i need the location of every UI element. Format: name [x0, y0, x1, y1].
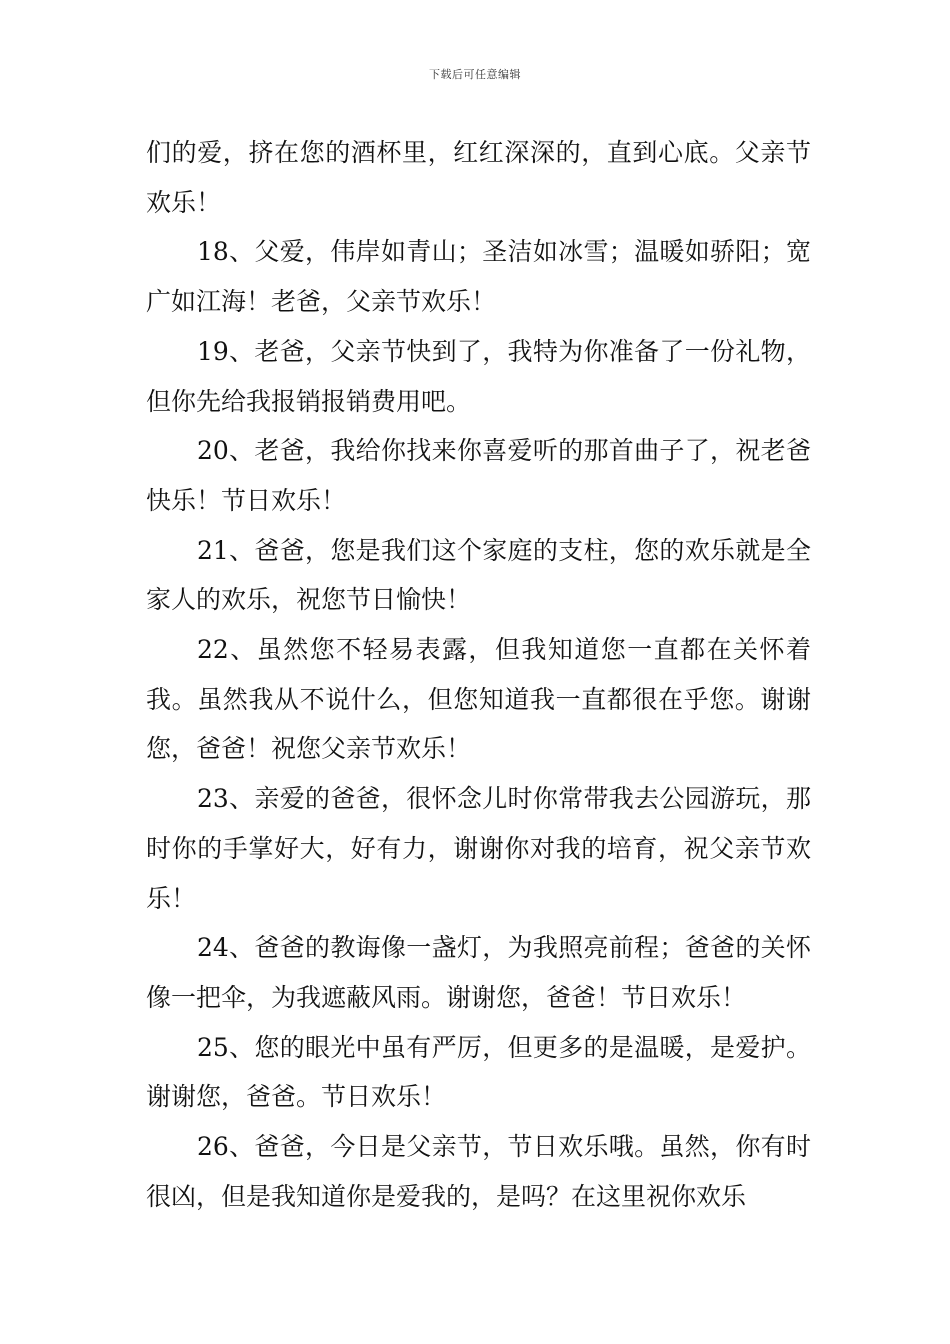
paragraph-intro-continuation: 们的爱，挤在您的酒杯里，红红深深的，直到心底。父亲节欢乐！ [146, 138, 811, 217]
paragraph-19: 19、老爸，父亲节快到了，我特为你准备了一份礼物，但你先给我报销报销费用吧。 [146, 336, 811, 416]
page-header: 下载后可任意编辑 [429, 68, 521, 81]
paragraph-18: 18、父爱，伟岸如青山；圣洁如冰雪；温暖如骄阳；宽广如江海！老爸，父亲节欢乐！ [146, 237, 811, 317]
paragraph-23: 23、亲爱的爸爸，很怀念儿时你常带我去公园游玩，那时你的手掌好大，好有力，谢谢你对我的培育，祝父亲节欢乐！ [146, 784, 811, 913]
paragraph-24: 24、爸爸的教诲像一盏灯，为我照亮前程；爸爸的关怀像一把伞，为我遮蔽风雨。谢谢您，爸爸！节日欢乐！ [146, 933, 811, 1012]
paragraph-26: 26、爸爸，今日是父亲节，节日欢乐哦。虽然，你有时很凶，但是我知道你是爱我的，是吗？在这里祝你欢乐 [146, 1132, 811, 1211]
paragraph-22: 22、虽然您不轻易表露，但我知道您一直都在关怀着我。虽然我从不说什么，但您知道我一直都很在乎您。谢谢您，爸爸！祝您父亲节欢乐！ [146, 635, 811, 764]
document-body [146, 128, 811, 1221]
paragraph-21: 21、爸爸，您是我们这个家庭的支柱，您的欢乐就是全家人的欢乐，祝您节日愉快！ [146, 535, 811, 615]
paragraph-25: 25、您的眼光中虽有严厉，但更多的是温暖，是爱护。谢谢您，爸爸。节日欢乐！ [146, 1032, 811, 1112]
paragraph-20: 20、老爸，我给你找来你喜爱听的那首曲子了，祝老爸快乐！节日欢乐！ [146, 436, 811, 515]
